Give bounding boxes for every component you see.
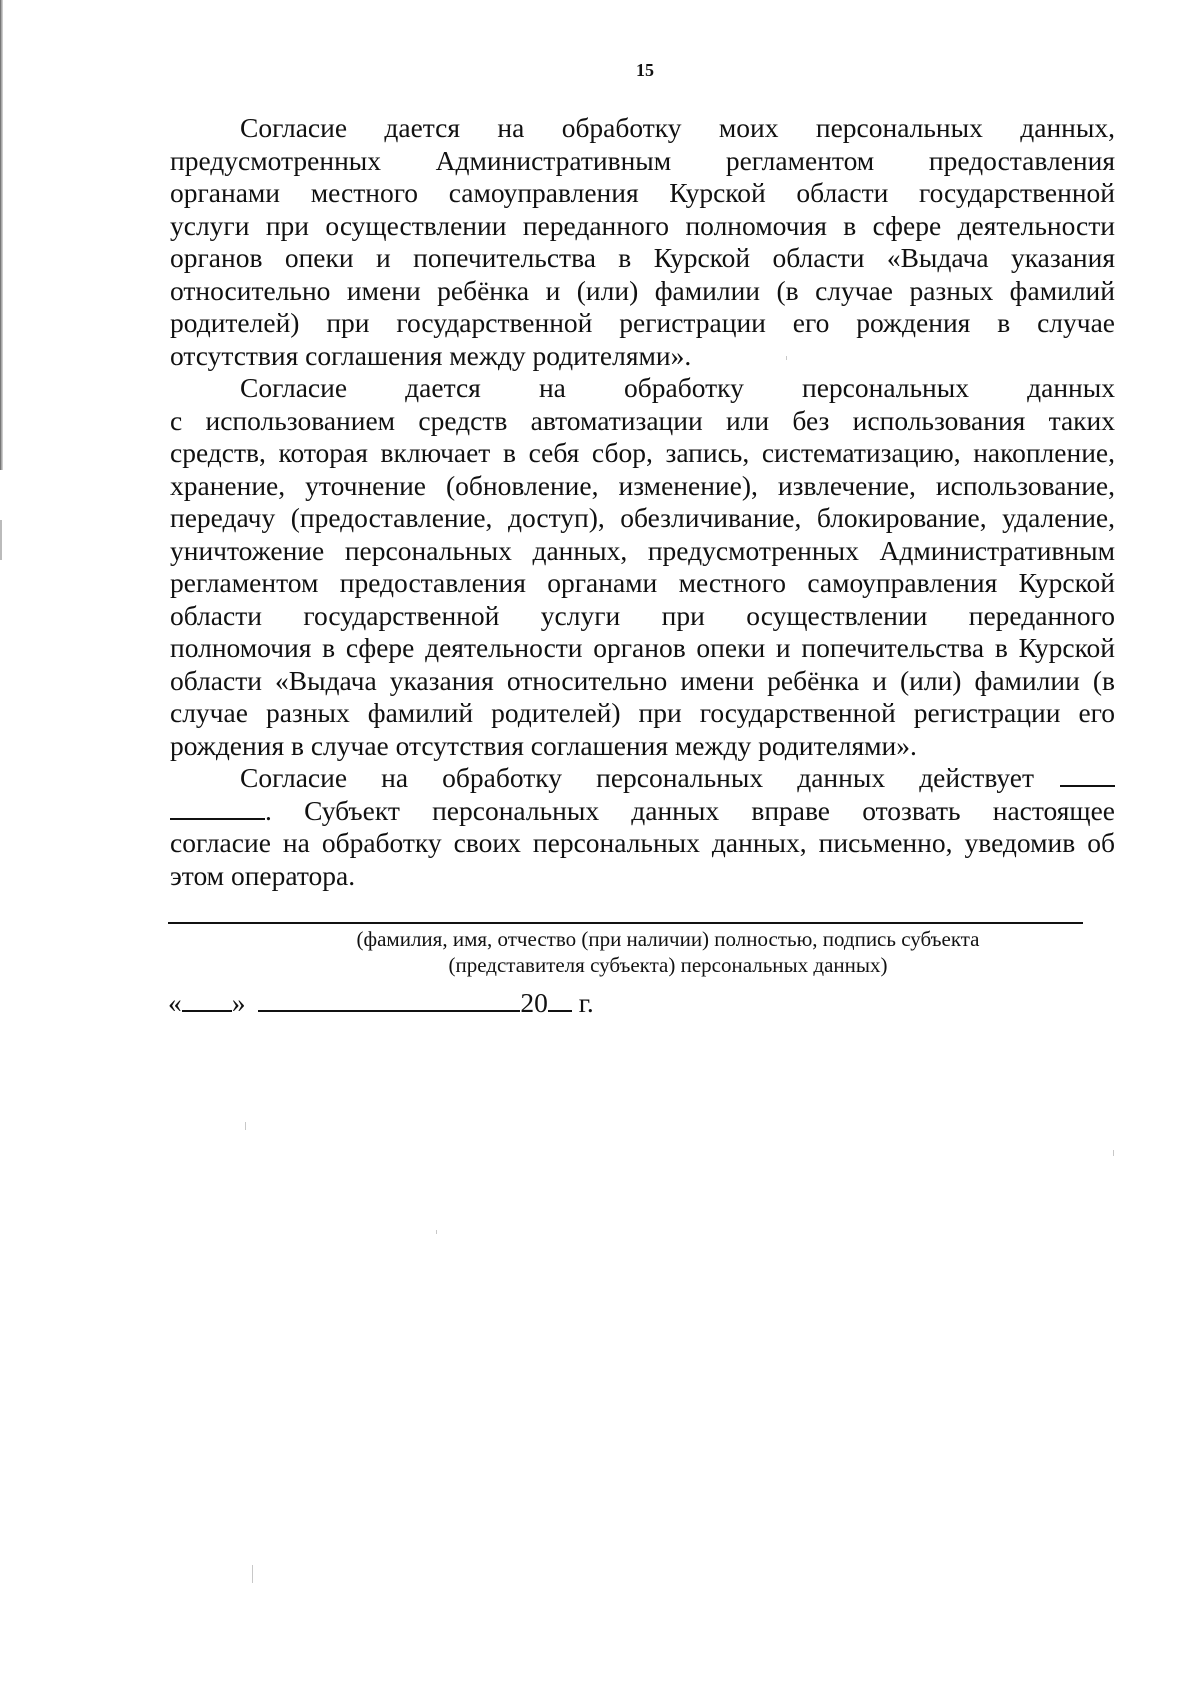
paragraph-line: предусмотренных Административным регламентом предоставления [170, 144, 1115, 176]
paragraph-line: области государственной услуги при осуществлении переданного [170, 599, 1115, 631]
scan-speck [245, 1122, 246, 1130]
paragraph-line: уничтожение персональных данных, предусмотренных Административным [170, 534, 1115, 566]
date-close-quote: » [231, 987, 246, 1018]
validity-text: Согласие на обработку персональных данных действует [240, 762, 1034, 793]
scan-edge-mark [0, 520, 2, 560]
paragraph-line: услуги при осуществлении переданного полномочия в сфере деятельности [170, 209, 1115, 241]
revocation-text: . Субъект персональных данных вправе отозвать настоящее [265, 794, 1115, 826]
paragraph-processing-actions [170, 372, 1115, 762]
paragraph-line: органов опеки и попечительства в Курской области «Выдача указания [170, 242, 1115, 273]
paragraph-line: органами местного самоуправления Курской области государственной [170, 177, 1115, 208]
paragraph-line: относительно имени ребёнка и (или) фамилии (в случае разных фамилий [170, 274, 1115, 306]
paragraph-line: согласие на обработку своих персональных данных, письменно, уведомив об [170, 827, 1115, 858]
paragraph-line: регламентом предоставления органами местного самоуправления Курской [170, 567, 1115, 598]
date-year-suffix: г. [578, 987, 594, 1018]
paragraph-line [170, 795, 1115, 828]
date-year-prefix: 20 [520, 987, 548, 1018]
signature-caption-line: (фамилия, имя, отчество (при наличии) полностью, подпись субъекта [356, 927, 980, 951]
paragraph-consent-scope [170, 112, 1115, 372]
signature-caption-line: (представителя субъекта) персональных данных) [448, 953, 888, 977]
paragraph-line: рождения в случае отсутствия соглашения между родителями». [170, 729, 917, 761]
paragraph-line [170, 762, 1115, 795]
page-number: 15 [636, 60, 654, 80]
date-year-blank[interactable] [548, 986, 572, 1012]
date-row [168, 986, 594, 1019]
scan-speck [1113, 1150, 1114, 1156]
paragraph-line: области «Выдача указания относительно имени ребёнка и (или) фамилии (в [170, 664, 1115, 696]
paragraph-line: хранение, уточнение (обновление, изменение), извлечение, использование, [170, 469, 1115, 501]
paragraph-line: Согласие дается на обработку моих персональных данных, [240, 112, 1115, 143]
paragraph-line: родителей) при государственной регистрации его рождения в случае [170, 307, 1115, 338]
paragraph-line: с использованием средств автоматизации или без использования таких [170, 404, 1115, 436]
signature-line[interactable] [168, 922, 1083, 924]
scan-speck [786, 356, 787, 360]
date-day-blank[interactable] [182, 986, 232, 1012]
paragraph-line: полномочия в сфере деятельности органов опеки и попечительства в Курской [170, 632, 1115, 663]
paragraph-line: случае разных фамилий родителей) при государственной регистрации его [170, 697, 1115, 728]
paragraph-line: передачу (предоставление, доступ), обезличивание, блокирование, удаление, [170, 502, 1115, 533]
paragraph-line: отсутствия соглашения между родителями». [170, 339, 692, 371]
validity-period-blank-continued[interactable] [170, 796, 265, 820]
paragraph-line: этом оператора. [170, 859, 356, 891]
date-month-blank[interactable] [258, 986, 520, 1012]
date-open-quote: « [168, 987, 182, 1018]
paragraph-line: средств, которая включает в себя сбор, запись, систематизацию, накопление, [170, 437, 1115, 468]
validity-period-blank[interactable] [1060, 763, 1115, 787]
scan-speck [436, 1230, 437, 1234]
scan-speck [252, 1565, 253, 1583]
paragraph-line: Согласие дается на обработку персональных данных [240, 372, 1115, 403]
paragraph-validity-and-revocation [170, 762, 1115, 892]
